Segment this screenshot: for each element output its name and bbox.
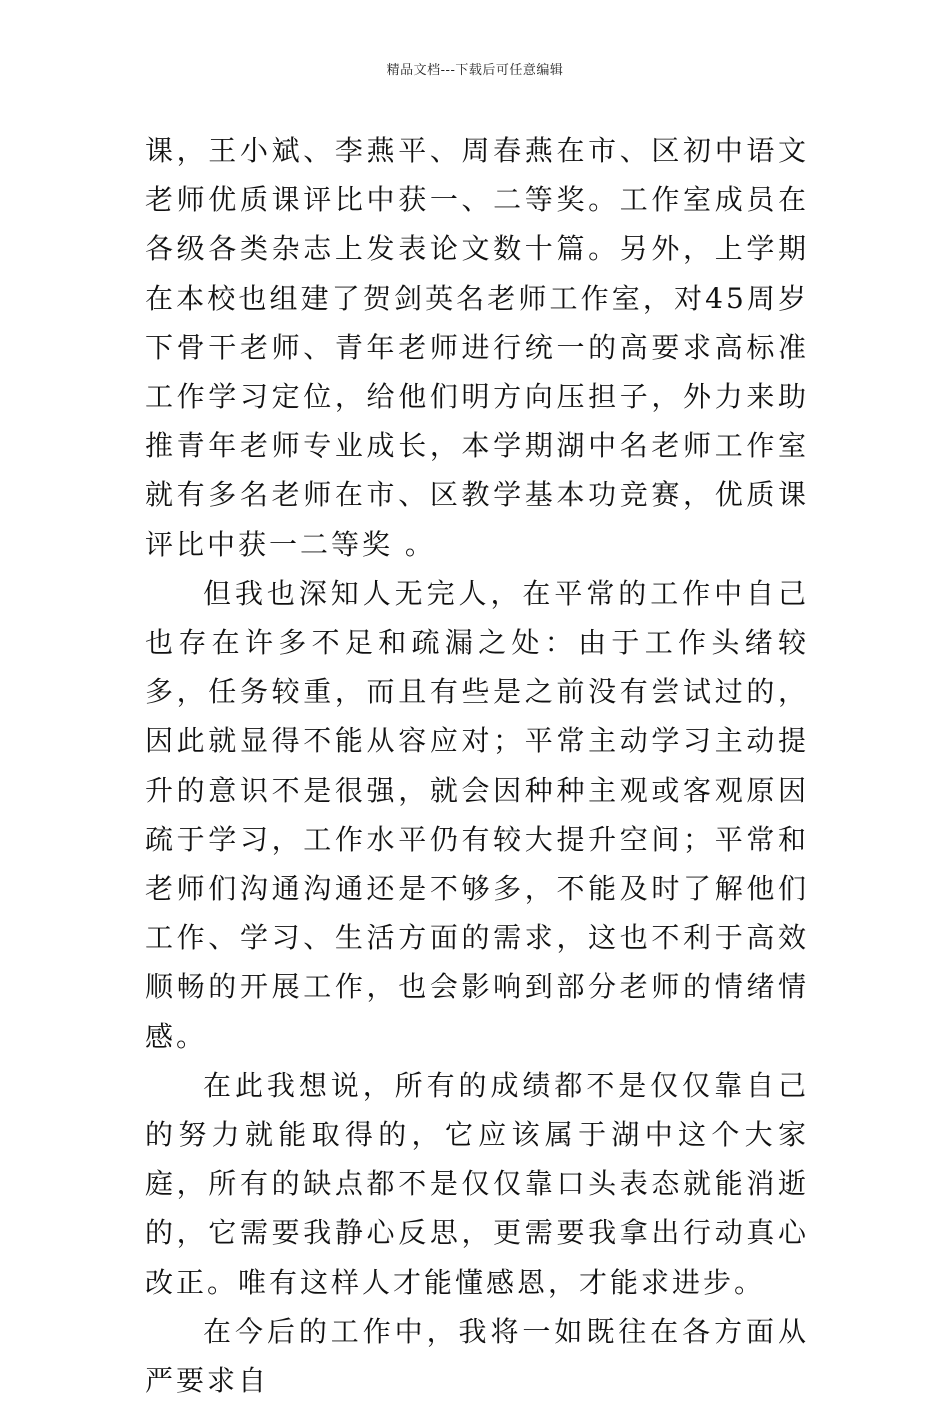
page-header: 精品文档---下载后可任意编辑: [386, 63, 564, 78]
paragraph-continuation: 课，王小斌、李燕平、周春燕在市、区初中语文老师优质课评比中获一、二等奖。工作室成员在各级各类杂志上发表论文数十篇。另外，上学期在本校也组建了贺剑英名老师工作室，对45周岁下骨干老师、青年老师进行统一的高要求高标准工作学习定位，给他们明方向压担子，外力来助推青年老师专业成长，本学期湖中名老师工作室就有多名老师在市、区教学基本功竞赛，优质课评比中获一二等奖 。: [145, 134, 809, 561]
paragraph-shortcomings: 但我也深知人无完人，在平常的工作中自己也存在许多不足和疏漏之处：由于工作头绪较多，任务较重，而且有些是之前没有尝试过的，因此就显得不能从容应对；平常主动学习主动提升的意识不是很强，就会因种种主观或客观原因疏于学习，工作水平仍有较大提升空间；平常和老师们沟通沟通还是不够多，不能及时了解他们工作、学习、生活方面的需求，这也不利于高效顺畅的开展工作，也会影响到部分老师的情绪情感。: [145, 576, 809, 1053]
paragraph-reflection: 在此我想说，所有的成绩都不是仅仅靠自己的努力就能取得的，它应该属于湖中这个大家庭，所有的缺点都不是仅仅靠口头表态就能消逝的，它需要我静心反思，更需要我拿出行动真心改正。唯有这样人才能懂感恩，才能求进步。: [145, 1068, 809, 1299]
paragraph-future-work: 在今后的工作中，我将一如既往在各方面从严要求自: [145, 1314, 809, 1398]
document-body: [145, 126, 809, 1405]
